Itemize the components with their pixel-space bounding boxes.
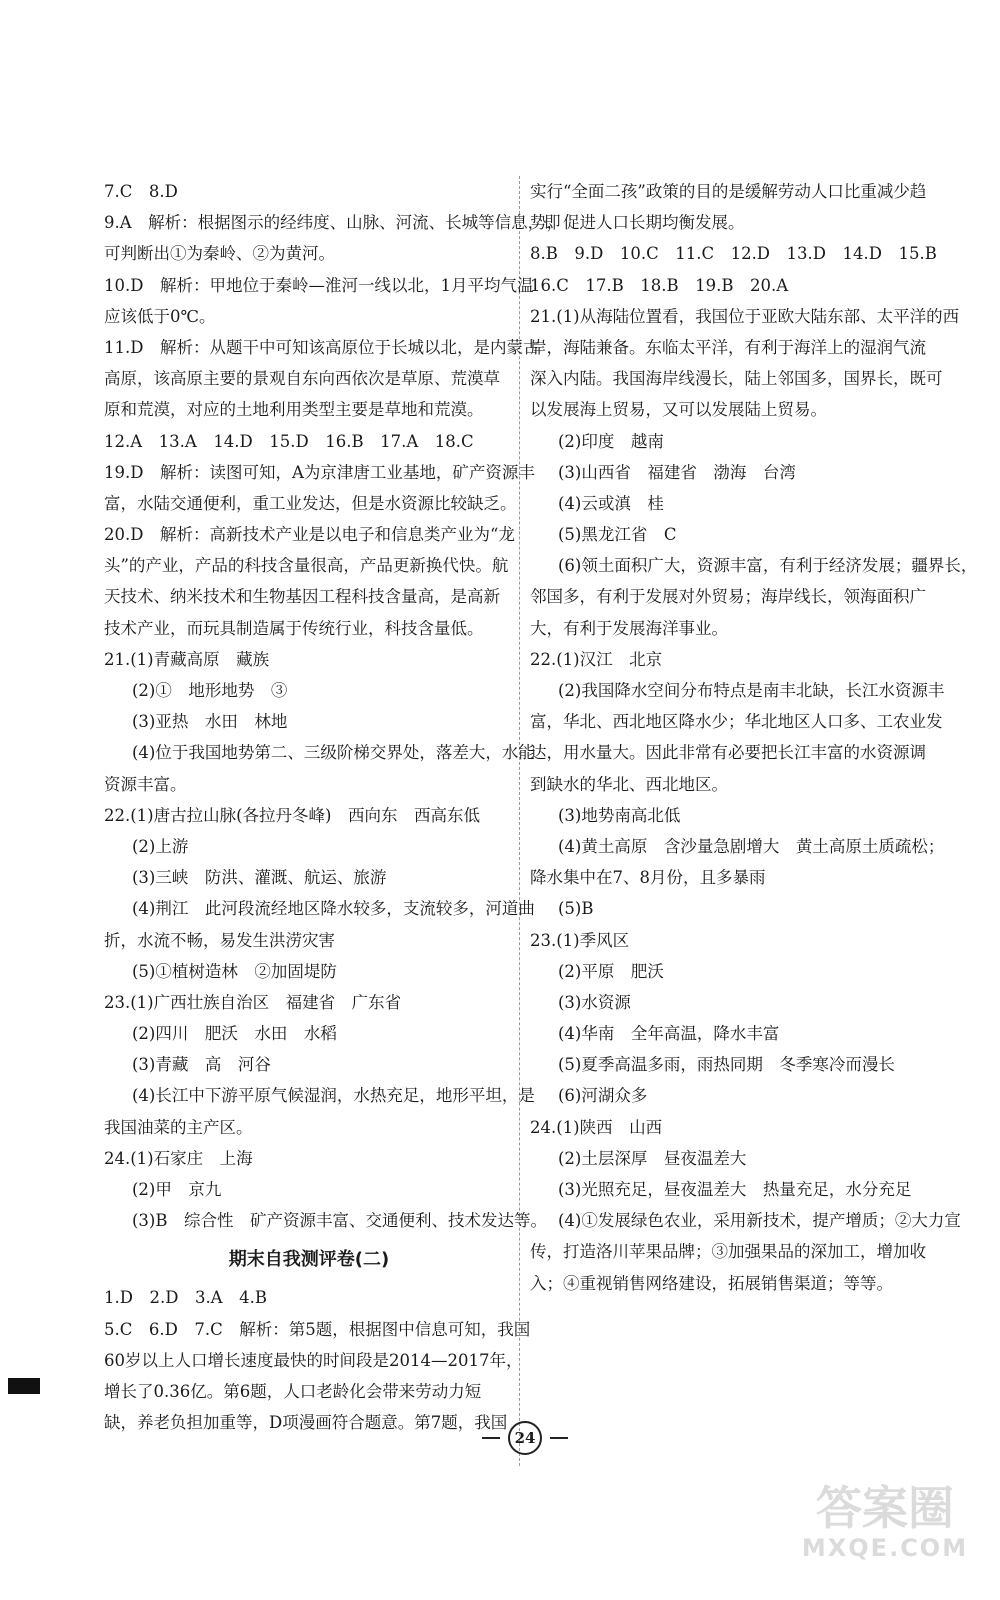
answer-line: 1.D 2.D 3.A 4.B xyxy=(104,1288,267,1308)
answer-line: 势，促进人口长期均衡发展。 xyxy=(530,213,745,233)
answer-line: (3)B 综合性 矿产资源丰富、交通便利、技术发达等。 xyxy=(132,1211,547,1231)
answer-line: (3)亚热 水田 林地 xyxy=(132,712,288,732)
answer-line: (2)土层深厚 昼夜温差大 xyxy=(558,1148,747,1168)
answer-line: 9.A 解析：根据图示的经纬度、山脉、河流、长城等信息，即 xyxy=(104,213,561,233)
answer-line: 5.C 6.D 7.C 解析：第5题，根据图中信息可知，我国 xyxy=(104,1319,531,1339)
page-number-dash-left xyxy=(482,1437,500,1439)
right-column xyxy=(530,176,978,1299)
answer-line: 23.(1)广西壮族自治区 福建省 广东省 xyxy=(104,992,402,1012)
answer-line: (2)甲 京九 xyxy=(132,1180,222,1199)
answer-line: 原和荒漠，对应的土地利用类型主要是草地和荒漠。 xyxy=(104,400,484,420)
answer-line: (3)水资源 xyxy=(558,992,631,1012)
answer-line: 增长了0.36亿。第6题，人口老龄化会带来劳动力短 xyxy=(104,1381,482,1401)
answer-line: 23.(1)季风区 xyxy=(530,930,630,950)
answer-line: 降水集中在7、8月份，且多暴雨 xyxy=(530,868,766,888)
black-edge-tab xyxy=(8,1378,40,1394)
answer-line: 富，水陆交通便利，重工业发达，但是水资源比较缺乏。 xyxy=(104,493,517,513)
answer-line: 高原，该高原主要的景观自东向西依次是草原、荒漠草 xyxy=(104,369,500,389)
section-title: 期末自我测评卷(二) xyxy=(228,1249,390,1271)
answer-line: (4)荆江 此河段流经地区降水较多，支流较多，河道曲 xyxy=(132,899,535,919)
answer-line: 可判断出①为秦岭、②为黄河。 xyxy=(104,244,335,264)
answer-line: (3)光照充足，昼夜温差大 热量充足，水分充足 xyxy=(558,1180,912,1199)
answer-line: (5)黑龙江省 C xyxy=(558,525,677,545)
answer-line: (5)①植树造林 ②加固堤防 xyxy=(132,961,337,981)
answer-line: (2)上游 xyxy=(132,836,189,856)
answer-line: 20.D 解析：高新技术产业是以电子和信息类产业为“龙 xyxy=(104,525,515,545)
answer-line: 资源丰富。 xyxy=(104,774,187,794)
answer-line: 大，有利于发展海洋事业。 xyxy=(530,618,728,638)
answer-line: (4)华南 全年高温，降水丰富 xyxy=(558,1024,780,1044)
answer-line: (6)领土面积广大，资源丰富，有利于经济发展；疆界长， xyxy=(558,556,978,576)
watermark-url: MXQE.COM xyxy=(801,1534,969,1562)
answer-line: 24.(1)石家庄 上海 xyxy=(104,1148,253,1168)
answer-line: 邻国多，有利于发展对外贸易；海岸线长，领海面积广 xyxy=(530,587,926,607)
answer-line: 天技术、纳米技术和生物基因工程科技含量高，是高新 xyxy=(104,587,500,607)
answer-line: 折，水流不畅，易发生洪涝灾害 xyxy=(104,930,335,950)
answer-line: (4)位于我国地势第二、三级阶梯交界处，落差大，水能 xyxy=(132,743,535,763)
answer-line: (4)云或滇 桂 xyxy=(558,493,664,513)
answer-line: 头”的产业，产品的科技含量很高，产品更新换代快。航 xyxy=(104,556,509,576)
answer-line: 12.A 13.A 14.D 15.D 16.B 17.A 18.C xyxy=(104,431,474,451)
answer-line: (2)我国降水空间分布特点是南丰北缺，长江水资源丰 xyxy=(558,681,945,700)
answer-line: 10.D 解析：甲地位于秦岭—淮河一线以北，1月平均气温 xyxy=(104,275,534,295)
answer-line: 技术产业，而玩具制造属于传统行业，科技含量低。 xyxy=(104,618,484,638)
answer-line: 岸，海陆兼备。东临太平洋，有利于海洋上的湿润气流 xyxy=(530,337,926,357)
answer-line: 入；④重视销售网络建设，拓展销售渠道；等等。 xyxy=(530,1273,893,1293)
answer-line: 深入内陆。我国海岸线漫长，陆上邻国多，国界长，既可 xyxy=(530,369,943,389)
answer-line: 11.D 解析：从题干中可知该高原位于长城以北，是内蒙古 xyxy=(104,337,540,357)
answer-line: 到缺水的华北、西北地区。 xyxy=(530,774,728,794)
answer-line: 22.(1)唐古拉山脉(各拉丹冬峰) 西向东 西高东低 xyxy=(104,805,480,825)
page-number-dash-right xyxy=(550,1437,568,1439)
answer-line: (6)河湖众多 xyxy=(558,1086,648,1106)
answer-line: (3)青藏 高 河谷 xyxy=(132,1055,271,1075)
answer-line: 24.(1)陕西 山西 xyxy=(530,1117,663,1137)
answer-line: (3)三峡 防洪、灌溉、航运、旅游 xyxy=(132,868,387,888)
answer-line: (3)地势南高北低 xyxy=(558,805,681,825)
left-column xyxy=(104,176,561,1438)
page-number xyxy=(470,1420,580,1456)
answer-line: 以发展海上贸易，又可以发展陆上贸易。 xyxy=(530,400,827,420)
page-number-circle: 24 xyxy=(508,1421,542,1455)
watermark-logo-text: 答案圈 xyxy=(816,1481,954,1535)
answer-line: (2)四川 肥沃 水田 水稻 xyxy=(132,1024,337,1044)
answer-line: 达，用水量大。因此非常有必要把长江丰富的水资源调 xyxy=(530,743,926,763)
answer-line: 应该低于0℃。 xyxy=(104,306,216,326)
answer-line: (2)① 地形地势 ③ xyxy=(132,681,288,700)
answer-line: (4)①发展绿色农业，采用新技术，提产增质；②大力宣 xyxy=(558,1211,961,1231)
column-divider xyxy=(519,176,520,1466)
answer-line: (4)长江中下游平原气候湿润，水热充足，地形平坦，是 xyxy=(132,1086,535,1106)
answer-line: (3)山西省 福建省 渤海 台湾 xyxy=(558,462,796,482)
answer-line: 缺，养老负担加重等，D项漫画符合题意。第7题，我国 xyxy=(104,1413,508,1433)
answer-line: 传，打造洛川苹果品牌；③加强果品的深加工，增加收 xyxy=(530,1242,926,1262)
answer-line: 实行“全面二孩”政策的目的是缓解劳动人口比重减少趋 xyxy=(530,182,927,201)
answer-line: (4)黄土高原 含沙量急剧增大 黄土高原土质疏松； xyxy=(558,836,945,856)
answer-line: 21.(1)青藏高原 藏族 xyxy=(104,649,270,669)
answer-line: (2)印度 越南 xyxy=(558,431,664,451)
answer-line: 8.B 9.D 10.C 11.C 12.D 13.D 14.D 15.B xyxy=(530,244,937,264)
answer-line: 富，华北、西北地区降水少；华北地区人口多、工农业发 xyxy=(530,712,943,732)
answer-line: 7.C 8.D xyxy=(104,182,178,201)
answer-line: 19.D 解析：读图可知，A为京津唐工业基地，矿产资源丰 xyxy=(104,462,535,482)
answer-line: 60岁以上人口增长速度最快的时间段是2014—2017年， xyxy=(104,1350,523,1370)
answer-line: 16.C 17.B 18.B 19.B 20.A xyxy=(530,275,789,295)
answer-line: (5)夏季高温多雨，雨热同期 冬季寒冷而漫长 xyxy=(558,1055,895,1075)
answer-line: 21.(1)从海陆位置看，我国位于亚欧大陆东部、太平洋的西 xyxy=(530,306,960,326)
answer-line: 22.(1)汉江 北京 xyxy=(530,649,663,669)
answer-line: 我国油菜的主产区。 xyxy=(104,1117,253,1137)
site-watermark xyxy=(800,1482,970,1572)
answer-line: (2)平原 肥沃 xyxy=(558,961,664,981)
answer-line: (5)B xyxy=(558,899,594,919)
